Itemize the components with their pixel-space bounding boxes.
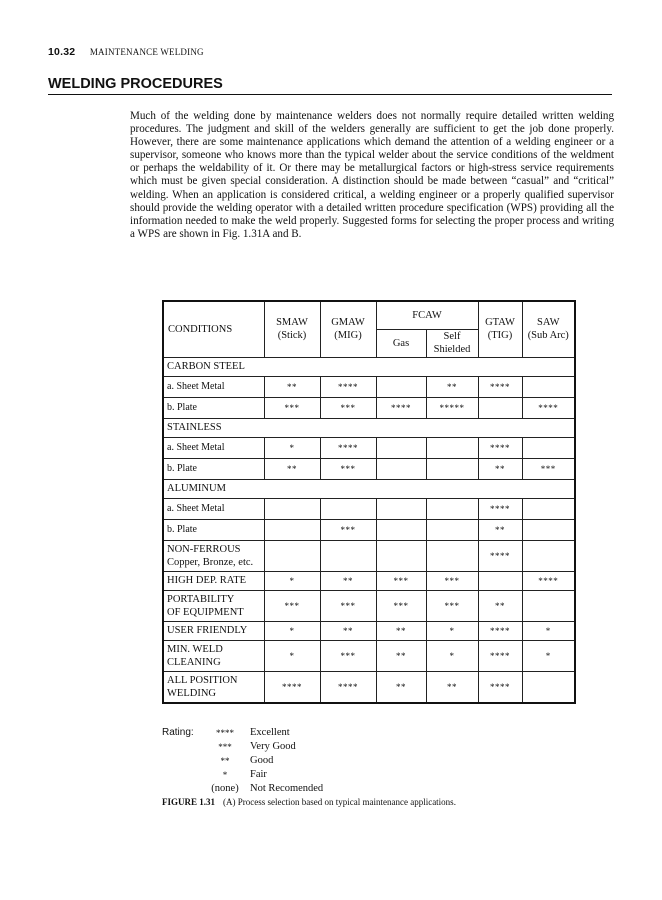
section-title: WELDING PROCEDURES (48, 76, 612, 95)
rating-cell-saw (522, 376, 575, 397)
rating-label (162, 754, 208, 768)
rating-cell-gtaw: **** (478, 671, 522, 703)
rating-cell-fcaw-self-shielded: ***** (426, 397, 478, 418)
smaw-sublabel: (Stick) (277, 330, 307, 342)
figure-caption-text: (A) Process selection based on typical maintenance applications. (223, 797, 456, 807)
conditions-header: CONDITIONS (163, 301, 264, 357)
gmaw-label: GMAW (331, 317, 365, 329)
rating-cell-gmaw: *** (320, 397, 376, 418)
rating-cell-fcaw-self-shielded (426, 519, 478, 540)
rating-cell-fcaw-gas: ** (376, 621, 426, 640)
rating-cell-smaw (264, 540, 320, 571)
rating-cell-smaw: ** (264, 376, 320, 397)
rating-description: Fair (250, 769, 267, 780)
rating-cell-gtaw: **** (478, 621, 522, 640)
condition-label: a. Sheet Metal (163, 437, 264, 458)
process-selection-table-wrap (162, 300, 576, 704)
rating-cell-fcaw-self-shielded: * (426, 640, 478, 671)
rating-cell-saw (522, 671, 575, 703)
rating-cell-gtaw: ** (478, 519, 522, 540)
gtaw-label: GTAW (485, 317, 515, 329)
rating-description: Excellent (250, 727, 290, 738)
gmaw-sublabel: (MIG) (334, 330, 362, 342)
rating-cell-gmaw: *** (320, 590, 376, 621)
figure-number: FIGURE 1.31 (162, 797, 216, 807)
body-paragraph: Much of the welding done by maintenance welders does not normally require detailed written welding procedures. The judgment and skill of the welders generally are sufficient to get the job done properly. However, there are some maintenance applications which demand the attention of a welding engineer or a supervisor, someone who knows more than the typical welder about the service conditions of the weldment or perhaps the weldability of it. Or there may be metallurgical factors or high-stress service requirements which must be given special consideration. A distinction should be made between “casual” and “critical” welding. When an application is considered critical, a welding engineer or a properly qualified supervisor should provide the welding operator with a detailed written procedure specification (WPS) providing all the information needed to make the weld properly. Suggested forms for selecting the proper process and writing a WPS are shown in Fig. 1.31A and B. (130, 110, 614, 240)
condition-label-line1: PORTABILITY (167, 593, 235, 605)
rating-cell-gtaw: **** (478, 540, 522, 571)
category-label: STAINLESS (163, 418, 575, 437)
condition-label-line1: MIN. WELD (167, 643, 223, 655)
condition-label (163, 640, 264, 671)
saw-sublabel: (Sub Arc) (527, 330, 569, 342)
page-number: 10.32 (48, 46, 76, 58)
condition-label: b. Plate (163, 397, 264, 418)
rating-cell-saw: *** (522, 458, 575, 479)
condition-label: USER FRIENDLY (163, 621, 264, 640)
rating-cell-saw: **** (522, 571, 575, 590)
rating-cell-smaw: * (264, 571, 320, 590)
rating-cell-smaw: * (264, 437, 320, 458)
table-row (163, 357, 575, 376)
rating-cell-fcaw-gas (376, 519, 426, 540)
rating-cell-fcaw-self-shielded: ** (426, 376, 478, 397)
table-row (163, 621, 575, 640)
rating-cell-gtaw: ** (478, 458, 522, 479)
fcaw-header: FCAW (376, 301, 478, 329)
category-label: ALUMINUM (163, 479, 575, 498)
rating-legend-row (162, 782, 323, 796)
rating-cell-fcaw-self-shielded: *** (426, 571, 478, 590)
table-row (163, 437, 575, 458)
rating-cell-fcaw-gas (376, 437, 426, 458)
gtaw-sublabel: (TIG) (487, 330, 513, 342)
rating-legend (162, 726, 323, 796)
rating-cell-smaw (264, 519, 320, 540)
table-row (163, 671, 575, 703)
rating-cell-smaw: * (264, 640, 320, 671)
table-row (163, 479, 575, 498)
rating-cell-smaw: ** (264, 458, 320, 479)
rating-cell-fcaw-gas (376, 376, 426, 397)
rating-cell-gtaw: **** (478, 640, 522, 671)
table-row (163, 571, 575, 590)
rating-cell-gtaw: ** (478, 590, 522, 621)
rating-cell-fcaw-self-shielded (426, 458, 478, 479)
rating-legend-row (162, 726, 323, 740)
smaw-header (264, 301, 320, 357)
rating-cell-saw (522, 437, 575, 458)
rating-cell-gmaw (320, 498, 376, 519)
rating-cell-gmaw: **** (320, 376, 376, 397)
condition-label: HIGH DEP. RATE (163, 571, 264, 590)
rating-cell-fcaw-gas: *** (376, 590, 426, 621)
rating-cell-saw: * (522, 621, 575, 640)
saw-label: SAW (537, 317, 560, 329)
table-row (163, 397, 575, 418)
rating-cell-fcaw-self-shielded (426, 437, 478, 458)
fcaw-self-shielded-header (426, 329, 478, 357)
condition-label (163, 671, 264, 703)
rating-cell-gmaw: *** (320, 640, 376, 671)
rating-stars: * (222, 770, 228, 780)
rating-cell-saw (522, 590, 575, 621)
category-label: CARBON STEEL (163, 357, 575, 376)
rating-cell-fcaw-self-shielded: * (426, 621, 478, 640)
rating-stars: *** (218, 742, 232, 752)
rating-legend-row (162, 740, 323, 754)
rating-cell-fcaw-gas: *** (376, 571, 426, 590)
rating-cell-smaw (264, 498, 320, 519)
rating-cell-fcaw-self-shielded (426, 540, 478, 571)
rating-cell-fcaw-gas: ** (376, 640, 426, 671)
rating-cell-gmaw (320, 540, 376, 571)
rating-cell-gtaw (478, 397, 522, 418)
rating-legend-table (162, 726, 323, 796)
rating-cell-fcaw-gas (376, 458, 426, 479)
rating-label (162, 768, 208, 782)
rating-cell-gtaw: **** (478, 498, 522, 519)
rating-cell-gmaw: *** (320, 519, 376, 540)
rating-cell-gmaw: *** (320, 458, 376, 479)
rating-cell-gtaw (478, 571, 522, 590)
rating-cell-gmaw: ** (320, 571, 376, 590)
fcaw-shielded-label: Shielded (433, 344, 471, 355)
condition-label-line2: Copper, Bronze, etc. (167, 556, 254, 568)
rating-cell-smaw: *** (264, 590, 320, 621)
rating-cell-saw (522, 519, 575, 540)
table-row (163, 640, 575, 671)
table-row (163, 458, 575, 479)
condition-label (163, 540, 264, 571)
page-header (48, 46, 204, 58)
rating-stars: ** (220, 756, 230, 766)
process-table-body (163, 357, 575, 703)
rating-legend-row (162, 768, 323, 782)
condition-label: a. Sheet Metal (163, 498, 264, 519)
process-selection-table (162, 300, 576, 704)
condition-label-line1: ALL POSITION (167, 674, 238, 686)
smaw-label: SMAW (276, 317, 308, 329)
rating-label (162, 740, 208, 754)
rating-cell-fcaw-self-shielded: *** (426, 590, 478, 621)
rating-legend-row (162, 754, 323, 768)
table-row (163, 540, 575, 571)
rating-description: Good (250, 755, 274, 766)
rating-description: Very Good (250, 741, 296, 752)
table-row (163, 418, 575, 437)
saw-header (522, 301, 575, 357)
rating-cell-fcaw-gas: **** (376, 397, 426, 418)
fcaw-gas-header: Gas (376, 329, 426, 357)
rating-cell-fcaw-self-shielded: ** (426, 671, 478, 703)
table-row (163, 519, 575, 540)
condition-label-line2: OF EQUIPMENT (167, 606, 244, 618)
rating-stars: (none) (211, 783, 239, 794)
condition-label: a. Sheet Metal (163, 376, 264, 397)
rating-cell-fcaw-gas: ** (376, 671, 426, 703)
rating-cell-smaw: * (264, 621, 320, 640)
condition-label-line2: WELDING (167, 687, 216, 699)
rating-cell-gmaw: **** (320, 437, 376, 458)
running-title: MAINTENANCE WELDING (89, 47, 204, 57)
rating-cell-gmaw: **** (320, 671, 376, 703)
condition-label: b. Plate (163, 458, 264, 479)
rating-cell-saw: * (522, 640, 575, 671)
condition-label (163, 590, 264, 621)
condition-label-line1: NON-FERROUS (167, 543, 241, 555)
figure-caption (162, 797, 456, 807)
gmaw-header (320, 301, 376, 357)
rating-cell-smaw: **** (264, 671, 320, 703)
rating-cell-gtaw: **** (478, 376, 522, 397)
rating-label (162, 782, 208, 796)
fcaw-self-label: Self (443, 331, 461, 342)
rating-cell-gtaw: **** (478, 437, 522, 458)
rating-cell-fcaw-gas (376, 540, 426, 571)
table-row (163, 376, 575, 397)
condition-label: b. Plate (163, 519, 264, 540)
rating-legend-body (162, 726, 323, 796)
rating-cell-smaw: *** (264, 397, 320, 418)
rating-cell-fcaw-gas (376, 498, 426, 519)
rating-cell-saw (522, 498, 575, 519)
rating-cell-fcaw-self-shielded (426, 498, 478, 519)
rating-stars: **** (216, 728, 234, 738)
table-row (163, 498, 575, 519)
rating-cell-saw: **** (522, 397, 575, 418)
table-row (163, 590, 575, 621)
gtaw-header (478, 301, 522, 357)
rating-cell-saw (522, 540, 575, 571)
rating-label: Rating: (162, 727, 194, 738)
condition-label-line2: CLEANING (167, 656, 221, 668)
rating-cell-gmaw: ** (320, 621, 376, 640)
rating-description: Not Recomended (250, 783, 324, 794)
